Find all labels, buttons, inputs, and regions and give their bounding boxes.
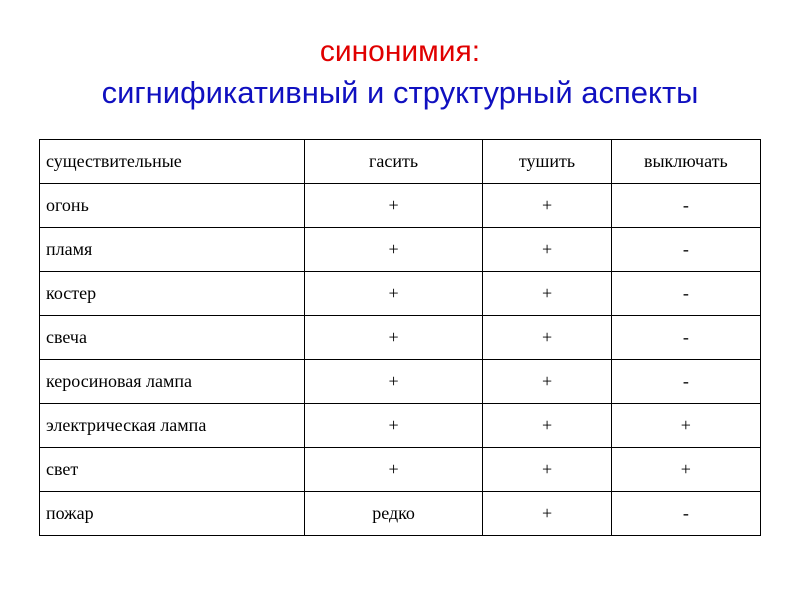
table-row <box>40 316 761 360</box>
row-value-cell: + <box>483 228 611 272</box>
table-row <box>40 272 761 316</box>
table-row <box>40 360 761 404</box>
row-value-cell: + <box>483 272 611 316</box>
row-noun-cell: огонь <box>40 184 305 228</box>
row-value-cell: + <box>611 404 760 448</box>
row-value-cell: - <box>611 492 760 536</box>
row-value-cell: - <box>611 228 760 272</box>
header-cell-vyklyuchat: выключать <box>611 140 760 184</box>
row-value-cell: + <box>304 184 483 228</box>
row-value-cell: + <box>611 448 760 492</box>
row-value-cell: - <box>611 184 760 228</box>
row-value-cell: + <box>304 272 483 316</box>
row-noun-cell: электрическая лампа <box>40 404 305 448</box>
table-row <box>40 492 761 536</box>
row-noun-cell: пламя <box>40 228 305 272</box>
row-value-cell: + <box>483 184 611 228</box>
header-cell-gasit: гасить <box>304 140 483 184</box>
row-value-cell: - <box>611 272 760 316</box>
row-value-cell: + <box>483 360 611 404</box>
row-noun-cell: свеча <box>40 316 305 360</box>
row-value-cell: - <box>611 360 760 404</box>
row-noun-cell: пожар <box>40 492 305 536</box>
header-cell-nouns: существительные <box>40 140 305 184</box>
row-noun-cell: керосиновая лампа <box>40 360 305 404</box>
header-cell-tushit: тушить <box>483 140 611 184</box>
row-value-cell: + <box>483 316 611 360</box>
row-value-cell: + <box>483 492 611 536</box>
row-value-cell: + <box>304 360 483 404</box>
table-row <box>40 448 761 492</box>
table-row <box>40 404 761 448</box>
row-value-cell: - <box>611 316 760 360</box>
row-value-cell: + <box>483 448 611 492</box>
title-line-1: синонимия: <box>319 35 481 68</box>
slide-title <box>0 34 800 111</box>
row-value-cell: + <box>304 228 483 272</box>
row-value-cell: редко <box>304 492 483 536</box>
row-value-cell: + <box>304 404 483 448</box>
synonymy-table <box>39 139 761 536</box>
row-value-cell: + <box>304 316 483 360</box>
table-header-row <box>40 140 761 184</box>
title-line-2: сигнификативный и структурный аспекты <box>101 75 699 110</box>
row-value-cell: + <box>304 448 483 492</box>
table-row <box>40 184 761 228</box>
row-value-cell: + <box>483 404 611 448</box>
row-noun-cell: свет <box>40 448 305 492</box>
table-row <box>40 228 761 272</box>
row-noun-cell: костер <box>40 272 305 316</box>
